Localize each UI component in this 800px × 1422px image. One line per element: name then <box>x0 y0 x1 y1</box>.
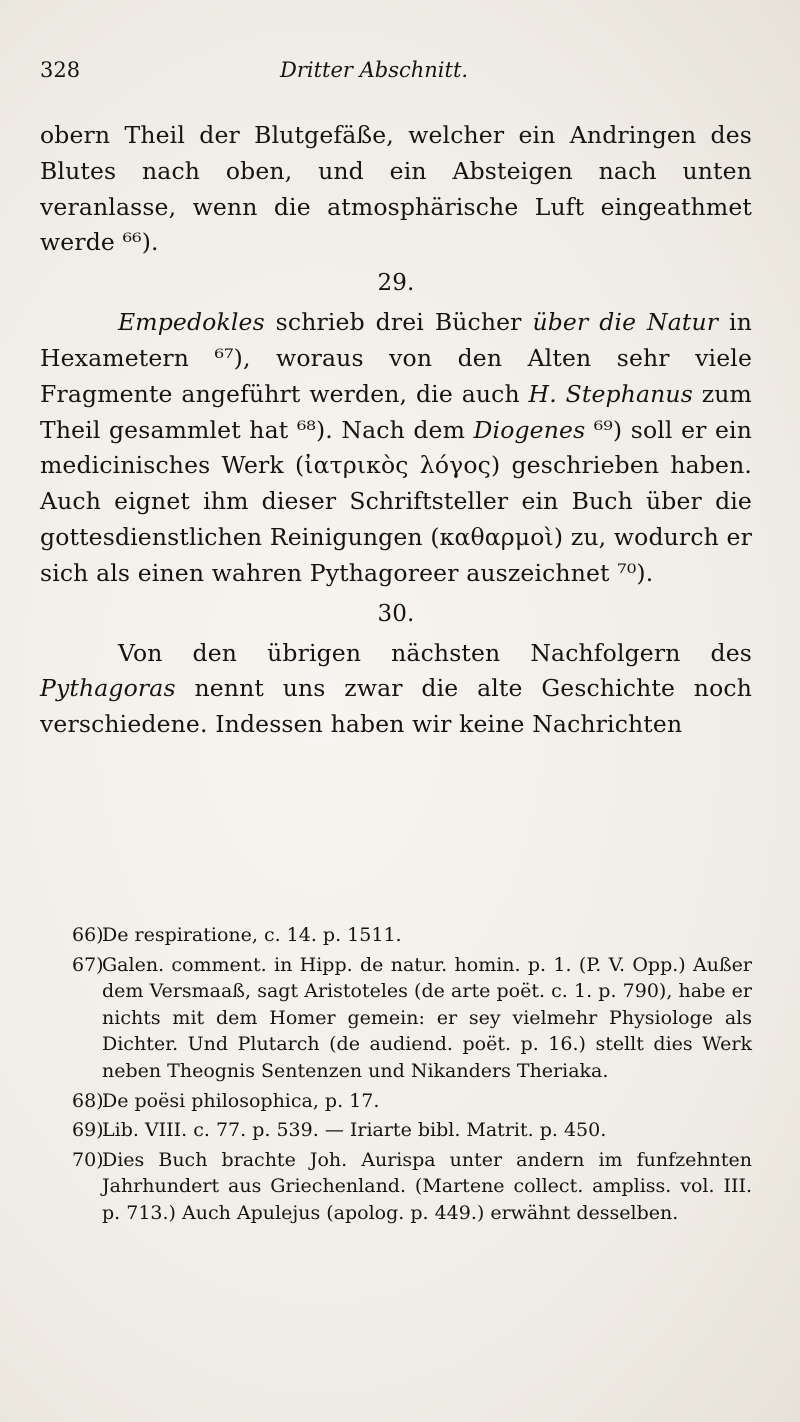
main-text <box>40 118 752 743</box>
footnote <box>40 1088 752 1115</box>
text-span: nennt uns zwar die alte Geschichte noch verschiedene. Indessen haben wir keine Nachrichten <box>40 674 752 739</box>
paragraph-3 <box>40 636 752 743</box>
paragraph-1: obern Theil der Blutgefäße, welcher ein Andringen des Blutes nach oben, und ein Absteigen nach unten veranlasse, wenn die atmosphärische Luft eingeathmet werde ⁶⁶). <box>40 121 752 257</box>
footnote-text: De respiratione, c. 14. p. 1511. <box>102 924 402 946</box>
text-span: Von den übrigen nächsten Nachfolgern des <box>118 638 752 667</box>
footnote-text: Dies Buch brachte Joh. Aurispa unter andern im funfzehnten Jahrhundert aus Griechenland. (Martene collect. ampliss. vol. III. p. 713.) Auch Apulejus (apolog. p. 449.) erwähnt desselben. <box>102 1148 752 1224</box>
name-pythagoras: Pythagoras <box>40 674 176 703</box>
page-header <box>40 58 760 98</box>
name-empedokles: Empedokles <box>118 308 265 337</box>
footnote <box>40 922 752 949</box>
footnote <box>40 952 752 1085</box>
running-title: Dritter Abschnitt. <box>280 58 469 82</box>
section-number-30: 30. <box>377 600 415 627</box>
footnote-number: 68) <box>72 1089 104 1112</box>
name-stephanus: H. Stephanus <box>528 379 693 408</box>
footnotes <box>40 922 752 1230</box>
footnote-text: De poësi philosophica, p. 17. <box>102 1089 380 1112</box>
footnote-number: 69) <box>72 1119 104 1142</box>
footnote-text: Lib. VIII. c. 77. p. 539. — Iriarte bibl. Matrit. p. 450. <box>102 1119 607 1142</box>
text-span: schrieb drei Bücher <box>264 308 533 337</box>
footnote-number: 67) <box>72 953 104 976</box>
text-span: ⁶⁹) soll er ein medicinisches Werk (ἰατρικὸς λόγος) geschrieben haben. Auch eignet ihm dieser Schriftsteller ein Buch über die gottesdienstlichen Reinigungen (καθαρμοὶ) zu, wodurch er sich als einen wahren Pythagoreer auszeichnet ⁷⁰). <box>40 415 753 587</box>
section-number-29: 29. <box>377 270 415 297</box>
name-diogenes: Diogenes <box>473 415 586 444</box>
footnote-number: 70) <box>72 1148 104 1171</box>
footnote <box>40 1117 752 1144</box>
footnote-number: 66) <box>72 924 104 946</box>
page-number: 328 <box>40 58 81 82</box>
paragraph-2 <box>40 305 752 591</box>
title-ueber-die-natur: über die Natur <box>532 308 719 337</box>
footnote-text: Galen. comment. in Hipp. de natur. homin. p. 1. (P. V. Opp.) Außer dem Versmaaß, sagt Aristoteles (de arte poët. c. 1. p. 790), habe er nichts mit dem Homer gemein: er sey vielmehr Physiologe als Dichter. Und Plutarch (de audiend. poët. p. 16.) stellt dies Werk neben Theognis Sentenzen und Nikanders Theriaka. <box>102 953 752 1082</box>
text-span: zum Theil gesammlet hat ⁶⁸). Nach dem <box>40 379 752 444</box>
text-span: in Hexametern ⁶⁷), woraus von den Alten sehr viele Fragmente angeführt werden, die auch <box>40 308 752 408</box>
footnote <box>40 1147 752 1227</box>
